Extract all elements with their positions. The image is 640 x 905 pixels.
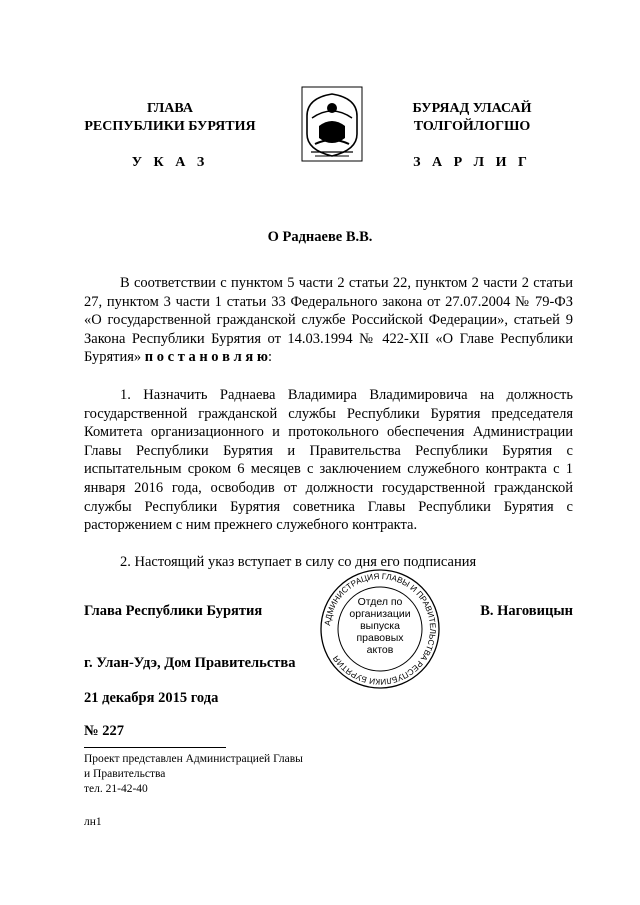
header-left bbox=[70, 100, 270, 136]
header-left-kind: У К А З bbox=[131, 155, 209, 170]
document-number: № 227 bbox=[84, 723, 124, 739]
official-stamp bbox=[318, 567, 442, 691]
document-body bbox=[84, 274, 573, 571]
stamp-line: выпуска bbox=[360, 620, 400, 632]
signature-position: Глава Республики Бурятия bbox=[84, 603, 263, 619]
stamp-ring-text: АДМИНИСТРАЦИЯ ГЛАВЫ И ПРАВИТЕЛЬСТВА РЕСПУБЛИКИ БУРЯТИЯ bbox=[323, 571, 438, 687]
stamp-line: Отдел по bbox=[357, 596, 403, 608]
item-1: 1. Назначить Раднаева Владимира Владимировича на должность государственной гражданской службы Республики Бурятия председателя Комитета организационного и протокольного обеспечения Администрации Главы Республики Бурятия и Правительства Республики Бурятия с испытательным сроком 6 месяцев с заключением служебного контракта с 1 января 2016 года, освободив от должности государственной гражданской службы Республики Бурятия советника Главы Республики Бурятия с расторжением с ним прежнего служебного контракта. bbox=[84, 386, 573, 534]
document-date: 21 декабря 2015 года bbox=[84, 690, 219, 706]
preamble-text: В соответствии с пунктом 5 части 2 статьи 22, пунктом 2 части 2 статьи 27, пунктом 3 части 1 статьи 33 Федерального закона от 27.07.2004 № 79-ФЗ «О государственной гражданской службе Российской Федерации», статьей 9 Закона Республики Бурятия от 14.03.1994 № 422-XII «О Главе Республики Бурятия» bbox=[84, 275, 573, 366]
item-2: 2. Настоящий указ вступает в силу со дня его подписания bbox=[120, 553, 477, 570]
footer-line1: Проект представлен Администрацией Главы bbox=[84, 753, 303, 765]
footer-line3: тел. 21-42-40 bbox=[84, 783, 148, 795]
footer-note bbox=[84, 752, 303, 797]
stamp-line: организации bbox=[349, 608, 411, 620]
coat-of-arms-emblem bbox=[301, 86, 363, 166]
header-right-kind: З А Р Л И Г bbox=[413, 155, 531, 170]
document-place: г. Улан-Удэ, Дом Правительства bbox=[84, 655, 296, 671]
header-left-line2: РЕСПУБЛИКИ БУРЯТИЯ bbox=[84, 119, 256, 134]
header-left-line1: ГЛАВА bbox=[147, 101, 193, 116]
footer-line2: и Правительства bbox=[84, 768, 166, 780]
header-right-line1: БУРЯАД УЛАСАЙ bbox=[412, 101, 532, 116]
stamp-center bbox=[340, 596, 420, 656]
footer-initials: лн1 bbox=[84, 816, 102, 828]
signature-name: В. Наговицын bbox=[480, 603, 573, 619]
footer-divider bbox=[84, 747, 226, 748]
document-title: О Раднаеве В.В. bbox=[267, 229, 373, 245]
header-right bbox=[372, 100, 572, 136]
stamp-line: правовых bbox=[356, 632, 404, 644]
header-right-line2: ТОЛГОЙЛОГШО bbox=[413, 119, 531, 134]
preamble-paragraph bbox=[84, 274, 573, 367]
preamble-end: : bbox=[267, 349, 272, 366]
stamp-line: актов bbox=[366, 644, 394, 656]
decree-word: п о с т а н о в л я ю bbox=[144, 349, 268, 366]
